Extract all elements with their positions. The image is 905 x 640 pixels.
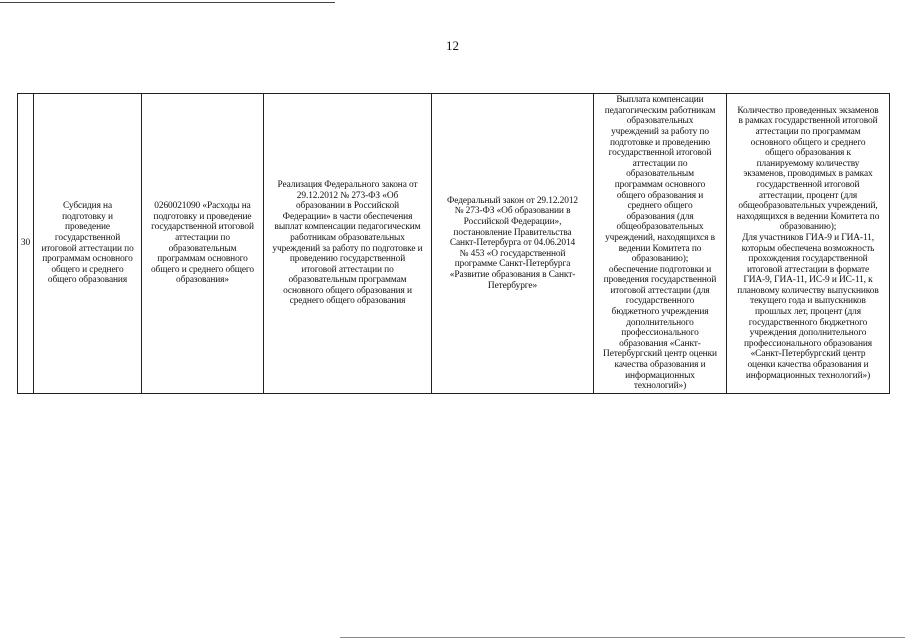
- bottom-rule: [340, 637, 905, 638]
- indicators-text: Количество проведенных экзаменов в рамках государственной итоговой аттестации по программам основного общего и среднего общего образования к планируемому количеству экзаменов, проводимых в рамках государственной итоговой аттестации, процент (для общеобразовательных учреждений, находящихся в ведении Комитета по образованию); Для участников ГИА-9 и ГИА-11, которым обеспечена возможность прохождения государственной итоговой аттестации в формате ГИА-9, ГИА-11, ИС-9 и ИС-11, к плановому количеству выпускников текущего года и выпускников прошлых лет, процент (для государственного бюджетного учреждения дополнительного профессионального образования «Санкт-Петербургский центр оценки качества образования и информационных технологий»): [736, 105, 880, 381]
- purpose-text: Реализация Федерального закона от 29.12.2012 № 273-ФЗ «Об образовании в Российской Федерации» в части обеспечения выплат компенсации педагогическим работникам образовательных учреждений за работу по подготовке и проведению государственной итоговой аттестации по образовательным программам основного общего образования и среднего общего образования: [272, 179, 423, 307]
- subsidy-table: [17, 93, 890, 394]
- legal-basis-text: Федеральный закон от 29.12.2012 № 273-ФЗ «Об образовании в Российской Федерации», постановление Правительства Санкт-Петербурга от 04.06.2014 № 453 «О государственной программе Санкт-Петербурга «Развитие образования в Санкт- Петербурге»: [446, 195, 579, 291]
- row-number-cell: [18, 94, 34, 394]
- budget-code: 0260021090 «Расходы на подготовку и проведение государственной итоговой аттестации по образовательным программам основного общего и среднего общего образования»: [150, 201, 255, 286]
- budget-code-cell: [142, 94, 264, 394]
- row-number: 30: [20, 238, 31, 249]
- page-number: 12: [446, 38, 459, 53]
- results-text: Выплата компенсации педагогическим работникам образовательных учреждений за работу по подготовке и проведению государственной итоговой аттестации по образовательным программам основного общего образования и среднего общего образования (для общеобразовательных учреждений, находящихся в ведении Комитета по образованию); обеспечение подготовки и проведения государственной итоговой аттестации (для государственного бюджетного учреждения дополнительного профессионального образования «Санкт- Петербургский центр оценки качества образования и информационных технологий»): [603, 95, 717, 392]
- table-row: [18, 94, 890, 394]
- subsidy-name: Субсидия на подготовку и проведение государственной итоговой аттестации по программам основного общего и среднего общего образования: [41, 201, 134, 286]
- subsidy-name-cell: [34, 94, 142, 394]
- purpose-cell: [264, 94, 432, 394]
- indicators-cell: [727, 94, 890, 394]
- results-cell: [594, 94, 727, 394]
- top-rule: [0, 2, 335, 3]
- legal-basis-cell: [432, 94, 594, 394]
